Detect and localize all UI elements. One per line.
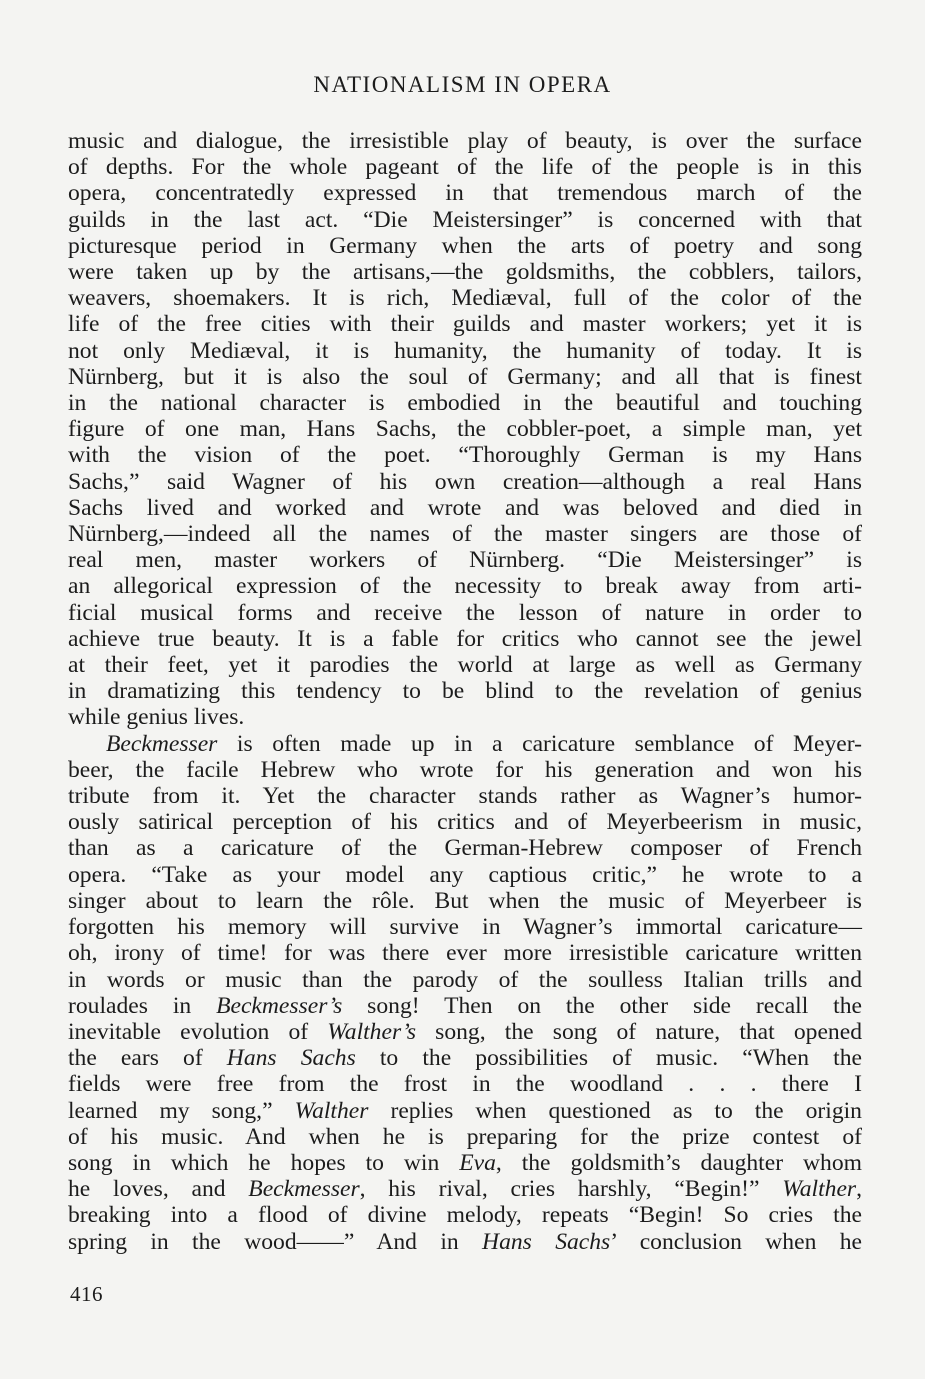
- text-line: figure of one man, Hans Sachs, the cobbler-poet, a simple man, yet: [68, 416, 862, 443]
- text-line: life of the free cities with their guilds and master workers; yet it is: [68, 311, 862, 338]
- body-text: [68, 128, 862, 1255]
- text-line: spring in the wood——” And in Hans Sachs’ conclusion when he: [68, 1228, 862, 1255]
- text-line: roulades in Beckmesser’s song! Then on the other side recall the: [68, 992, 862, 1019]
- text-line: Nürnberg, but it is also the soul of Germany; and all that is finest: [68, 363, 862, 390]
- text-line: opera, concentratedly expressed in that tremendous march of the: [68, 180, 862, 207]
- text-line: singer about to learn the rôle. But when the music of Meyerbeer is: [68, 887, 862, 914]
- text-line: oh, irony of time! for was there ever more irresistible caricature written: [68, 940, 862, 967]
- text-line: in words or music than the parody of the soulless Italian trills and: [68, 966, 862, 993]
- text-line: guilds in the last act. “Die Meistersinger” is concerned with that: [68, 206, 862, 233]
- text-line: the ears of Hans Sachs to the possibilities of music. “When the: [68, 1045, 862, 1072]
- text-line: ously satirical perception of his critics and of Meyerbeerism in music,: [68, 809, 862, 836]
- text-line: inevitable evolution of Walther’s song, the song of nature, that opened: [68, 1018, 862, 1045]
- text-line: of depths. For the whole pageant of the life of the people is in this: [68, 154, 862, 181]
- text-line: Sachs lived and worked and wrote and was beloved and died in: [68, 494, 862, 521]
- text-line: beer, the facile Hebrew who wrote for his generation and won his: [68, 756, 862, 783]
- text-line: of his music. And when he is preparing for the prize contest of: [68, 1123, 862, 1150]
- text-line: picturesque period in Germany when the arts of poetry and song: [68, 232, 862, 259]
- text-line: than as a caricature of the German-Hebrew composer of French: [68, 835, 862, 862]
- text-line: tribute from it. Yet the character stands rather as Wagner’s humor-: [68, 783, 862, 810]
- text-line: at their feet, yet it parodies the world at large as well as Germany: [68, 652, 862, 679]
- text-line: fields were free from the frost in the woodland . . . there I: [68, 1071, 862, 1098]
- paragraph-start-line: Beckmesser is often made up in a caricature semblance of Meyer-: [106, 730, 862, 757]
- text-line: not only Mediæval, it is humanity, the humanity of today. It is: [68, 337, 862, 364]
- running-head: NATIONALISM IN OPERA: [313, 72, 612, 97]
- text-line: music and dialogue, the irresistible play of beauty, is over the surface: [68, 128, 862, 154]
- text-line: song in which he hopes to win Eva, the goldsmith’s daughter whom: [68, 1149, 862, 1176]
- text-line: forgotten his memory will survive in Wagner’s immortal caricature—: [68, 914, 862, 941]
- text-line: weavers, shoemakers. It is rich, Mediæval, full of the color of the: [68, 285, 862, 312]
- text-line: with the vision of the poet. “Thoroughly German is my Hans: [68, 442, 862, 469]
- text-line: he loves, and Beckmesser, his rival, cries harshly, “Begin!” Walther,: [68, 1176, 863, 1203]
- page-number: 416: [70, 1282, 103, 1306]
- text-line: were taken up by the artisans,—the goldsmiths, the cobblers, tailors,: [68, 259, 862, 286]
- text-line: learned my song,” Walther replies when questioned as to the origin: [68, 1097, 862, 1124]
- text-line: ficial musical forms and receive the lesson of nature in order to: [68, 599, 862, 626]
- text-line: Sachs,” said Wagner of his own creation—although a real Hans: [68, 468, 862, 495]
- text-line: opera. “Take as your model any captious critic,” he wrote to a: [68, 861, 862, 888]
- text-line: real men, master workers of Nürnberg. “Die Meistersinger” is: [68, 547, 862, 574]
- paragraph-end-line: while genius lives.: [68, 704, 245, 731]
- text-line: in the national character is embodied in the beautiful and touching: [68, 390, 862, 417]
- text-line: in dramatizing this tendency to be blind to the revelation of genius: [68, 678, 862, 705]
- text-line: achieve true beauty. It is a fable for critics who cannot see the jewel: [68, 625, 862, 652]
- text-line: an allegorical expression of the necessity to break away from arti-: [68, 573, 862, 600]
- text-line: breaking into a flood of divine melody, repeats “Begin! So cries the: [68, 1202, 862, 1229]
- text-line: Nürnberg,—indeed all the names of the master singers are those of: [68, 521, 862, 548]
